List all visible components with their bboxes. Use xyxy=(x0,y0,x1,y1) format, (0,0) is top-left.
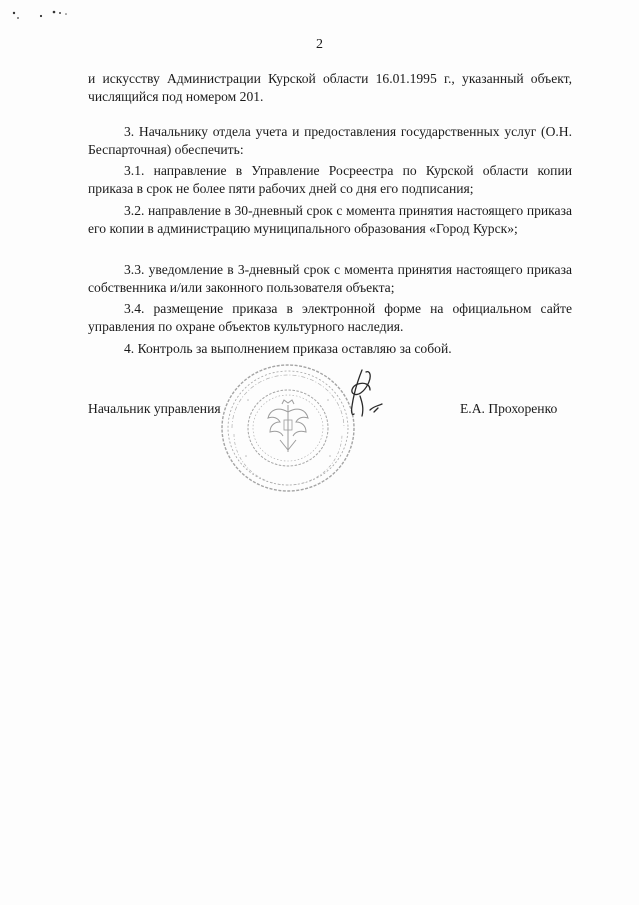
paragraph-item-3-1 xyxy=(88,162,572,198)
paragraph-item-4 xyxy=(88,340,572,358)
official-seal-stamp xyxy=(218,360,358,496)
paragraph-item-4-text: 4. Контроль за выполнением приказа оставляю за собой. xyxy=(124,341,452,356)
handwritten-signature xyxy=(340,366,390,426)
page-number: 2 xyxy=(316,37,323,52)
paragraph-intro-text: и искусству Администрации Курской области 16.01.1995 г., указанный объект, числящийся под номером 201. xyxy=(88,71,572,104)
paragraph-item-3-4 xyxy=(88,300,572,336)
paragraph-item-3-2-text: 3.2. направление в 30-дневный срок с момента принятия настоящего приказа его копии в администрацию муниципального образования «Город Курск»; xyxy=(88,203,572,236)
paragraph-item-3-1-text: 3.1. направление в Управление Росреестра по Курской области копии приказа в срок не более пяти рабочих дней со дня его подписания; xyxy=(88,163,572,196)
paragraph-item-3-4-text: 3.4. размещение приказа в электронной форме на официальном сайте управления по охране объектов культурного наследия. xyxy=(88,301,572,334)
paragraph-item-3-text: 3. Начальнику отдела учета и предоставления государственных услуг (О.Н. Беспарточная) обеспечить: xyxy=(88,124,572,157)
scan-specks xyxy=(8,8,78,28)
paragraph-item-3-2 xyxy=(88,202,572,238)
paragraph-intro xyxy=(88,70,572,106)
paragraph-item-3-3 xyxy=(88,261,572,297)
paragraph-item-3-3-text: 3.3. уведомление в 3-дневный срок с момента принятия настоящего приказа собственника и/или законного пользователя объекта; xyxy=(88,262,572,295)
signer-name: Е.А. Прохоренко xyxy=(460,401,558,416)
signer-position-title: Начальник управления xyxy=(88,401,221,416)
paragraph-item-3 xyxy=(88,123,572,159)
